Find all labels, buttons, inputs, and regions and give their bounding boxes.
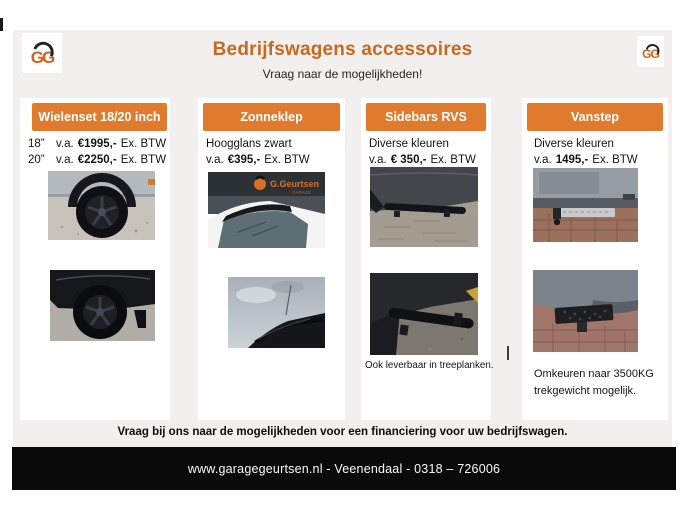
sidebars-note: Ook leverbaar in treeplanken. bbox=[365, 360, 494, 371]
card-sidebars-text bbox=[369, 136, 491, 168]
photo-vanstep-aluminium bbox=[533, 168, 638, 242]
card-vanstep-title: Vanstep bbox=[527, 103, 663, 131]
card-wielenset-title: Wielenset 18/20 inch bbox=[32, 103, 167, 131]
photo-sidebar-closeup bbox=[370, 273, 478, 355]
price-suffix: Ex. BTW bbox=[120, 154, 167, 167]
price-prefix: v.a. bbox=[206, 154, 224, 167]
garage-logo-right bbox=[637, 36, 664, 67]
wheel-size: 18” bbox=[28, 138, 45, 150]
price-row bbox=[369, 152, 491, 168]
price-amount: €1995,- bbox=[77, 138, 117, 150]
product-desc: Diverse kleuren bbox=[534, 138, 614, 150]
left-edge-artifact bbox=[0, 18, 3, 31]
photo-sidebar-grey-van bbox=[370, 167, 478, 247]
footer-contact: www.garagegeurtsen.nl - Veenendaal - 0318 – 726006 bbox=[187, 461, 501, 476]
price-amount: € 350,- bbox=[390, 154, 427, 167]
photo-zonneklep-dark-van-sky bbox=[228, 277, 325, 348]
wheel-size: 20” bbox=[28, 154, 45, 167]
price-row-20inch bbox=[28, 152, 170, 168]
price-suffix: Ex. BTW bbox=[592, 154, 638, 167]
garage-sign-subtext: GARAGE bbox=[292, 190, 312, 195]
garage-logo-left bbox=[22, 33, 62, 73]
price-row bbox=[206, 152, 345, 168]
price-prefix: v.a. bbox=[534, 154, 552, 167]
price-prefix: v.a. bbox=[369, 154, 387, 167]
photo-zonneklep-white-van-garage-sign bbox=[208, 172, 325, 248]
price-row-18inch bbox=[28, 136, 170, 152]
logo-letters: GG bbox=[30, 47, 54, 67]
vanstep-note: Omkeuren naar 3500KG trekgewicht mogelijk. bbox=[534, 368, 654, 398]
text-cursor-artifact bbox=[507, 346, 509, 360]
card-zonneklep-text bbox=[206, 136, 345, 168]
logo-letters: GG bbox=[642, 47, 659, 61]
product-desc: Diverse kleuren bbox=[369, 138, 449, 150]
product-desc: Hoogglans zwart bbox=[206, 138, 292, 150]
card-zonneklep-title: Zonneklep bbox=[203, 103, 340, 131]
price-prefix: v.a. bbox=[56, 154, 74, 167]
financing-note: Vraag bij ons naar de mogelijkheden voor een financiering voor uw bedrijfswagen. bbox=[117, 426, 568, 438]
card-zonneklep bbox=[198, 98, 345, 420]
photo-black-wheel-silver-van bbox=[48, 171, 155, 240]
page-title: Bedrijfswagens accessoires bbox=[212, 39, 473, 60]
photo-black-wheel-black-van bbox=[50, 270, 155, 341]
price-amount: €2250,- bbox=[77, 154, 117, 167]
page-subtitle: Vraag naar de mogelijkheden! bbox=[262, 67, 423, 81]
price-suffix: Ex. BTW bbox=[430, 154, 476, 167]
card-wielenset-prices bbox=[28, 136, 170, 168]
card-vanstep-text bbox=[534, 136, 668, 168]
card-sidebars bbox=[361, 98, 494, 420]
garage-sign-text: G.Geurtsen bbox=[270, 179, 320, 189]
footer-bar bbox=[12, 447, 676, 490]
price-amount: 1495,- bbox=[555, 154, 589, 167]
price-suffix: Ex. BTW bbox=[264, 154, 310, 167]
price-suffix: Ex. BTW bbox=[120, 138, 167, 150]
price-row bbox=[534, 152, 668, 168]
price-amount: €395,- bbox=[227, 154, 261, 167]
card-wielenset bbox=[20, 98, 170, 420]
price-prefix: v.a. bbox=[56, 138, 74, 150]
card-sidebars-title: Sidebars RVS bbox=[366, 103, 486, 131]
photo-vanstep-black-grating bbox=[533, 270, 638, 352]
